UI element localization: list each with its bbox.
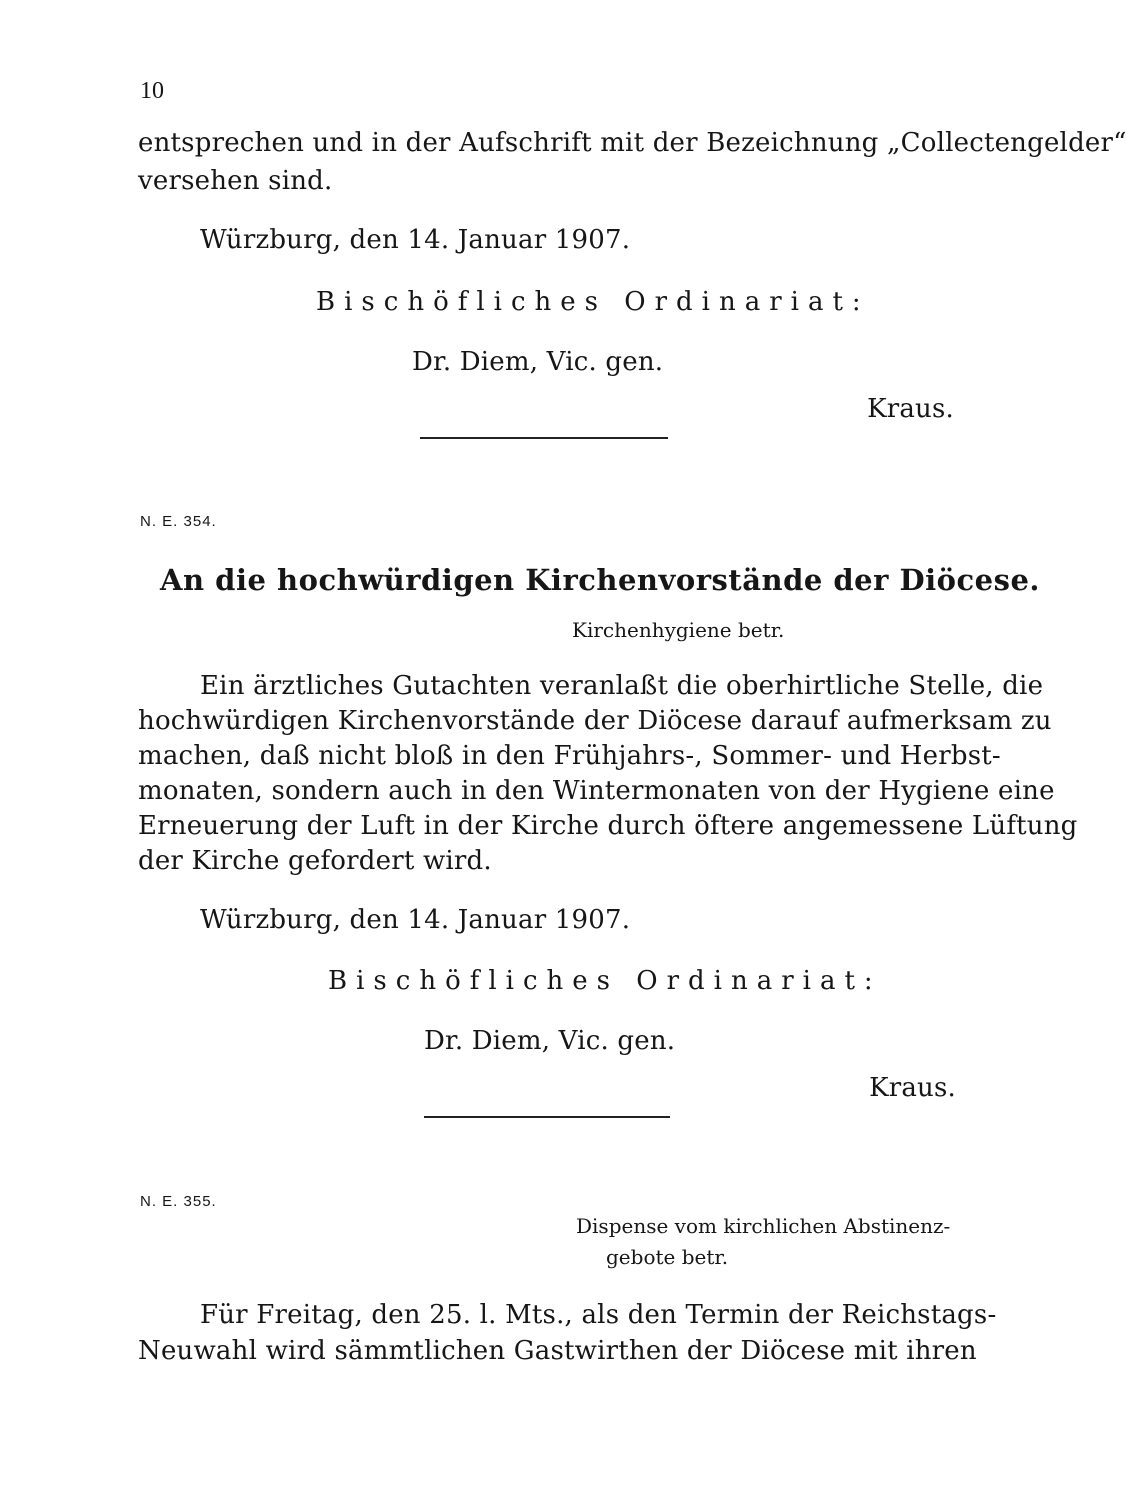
secretary-line: Kraus. <box>869 1073 956 1103</box>
date-line: Würzburg, den 14. Januar 1907. <box>200 225 631 255</box>
authority-line: Bischöfliches Ordinariat: <box>328 966 882 996</box>
subject-line: gebote betr. <box>606 1245 729 1269</box>
subject-line: Dispense vom kirchlichen Abstinenz- <box>576 1214 951 1238</box>
date-line: Würzburg, den 14. Januar 1907. <box>200 905 631 935</box>
section-divider <box>424 1116 670 1118</box>
paragraph-line: Neuwahl wird sämmtlichen Gastwirthen der Diöcese mit ihren <box>138 1336 977 1366</box>
secretary-line: Kraus. <box>867 394 954 424</box>
section-heading: An die hochwürdigen Kirchenvorstände der Diöcese. <box>160 563 1040 597</box>
page-number: 10 <box>140 78 164 104</box>
paragraph-line: der Kirche gefordert wird. <box>138 846 492 876</box>
signatory-line: Dr. Diem, Vic. gen. <box>412 347 664 377</box>
paragraph-line: Für Freitag, den 25. l. Mts., als den Termin der Reichstags- <box>200 1300 997 1330</box>
section-divider <box>420 437 668 439</box>
authority-line: Bischöfliches Ordinariat: <box>316 287 870 317</box>
paragraph-line: Erneuerung der Luft in der Kirche durch öftere angemessene Lüftung <box>138 811 1078 841</box>
paragraph-line: entsprechen und in der Aufschrift mit der Bezeichnung „Collectengelder“ <box>138 128 1127 158</box>
paragraph-line: Ein ärztliches Gutachten veranlaßt die oberhirtliche Stelle, die <box>200 671 1044 701</box>
reference-number: N. E. 354. <box>140 513 217 530</box>
paragraph-line: versehen sind. <box>138 166 333 196</box>
subject-line: Kirchenhygiene betr. <box>572 618 785 642</box>
reference-number: N. E. 355. <box>140 1193 217 1210</box>
paragraph-line: monaten, sondern auch in den Wintermonaten von der Hygiene eine <box>138 776 1055 806</box>
signatory-line: Dr. Diem, Vic. gen. <box>424 1026 676 1056</box>
paragraph-line: hochwürdigen Kirchenvorstände der Diöcese darauf aufmerksam zu <box>138 706 1052 736</box>
paragraph-line: machen, daß nicht bloß in den Frühjahrs-, Sommer- und Herbst- <box>138 741 1001 771</box>
